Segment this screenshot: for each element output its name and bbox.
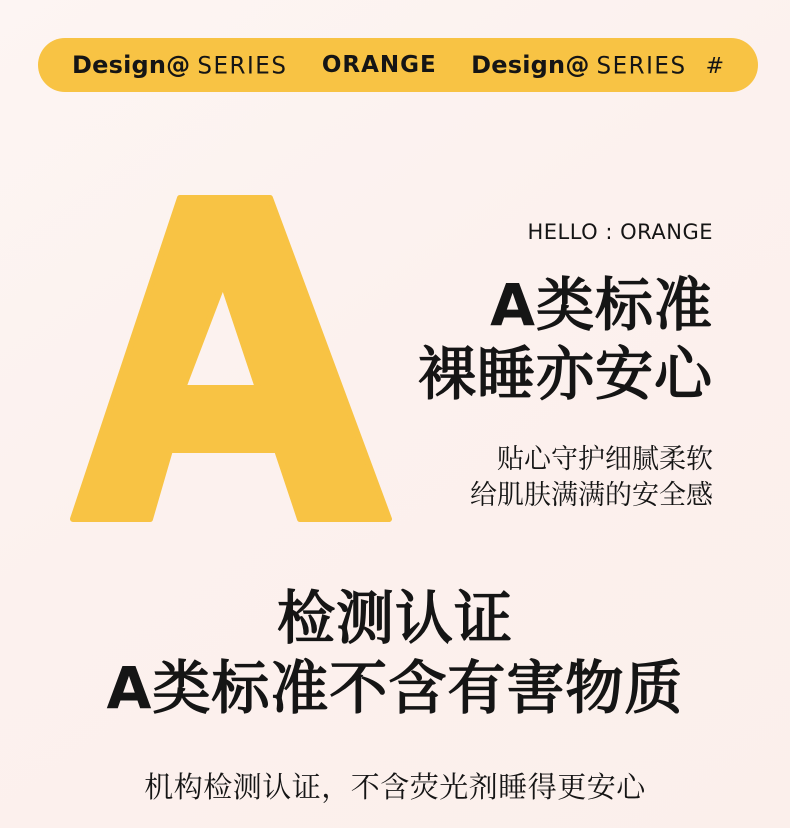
cert-title-line1: 检测认证: [276, 584, 513, 652]
brand-right-hash-label: #: [705, 54, 724, 79]
brand-right-series-label: SERIES: [596, 52, 687, 80]
brand-left-series-label: SERIES: [197, 52, 288, 80]
header-pill-bar: [38, 38, 758, 92]
hero-subtitle-line2: 给肌肤满满的安全感: [470, 480, 713, 511]
big-letter-a-graphic: [70, 195, 392, 522]
cert-title-line2: A类标准不含有害物质: [106, 654, 684, 722]
brand-right-name-label: Design@: [471, 51, 590, 79]
letter-a-shape: [73, 198, 389, 519]
hero-title-line2: 裸睡亦安心: [417, 340, 713, 408]
hero-text-block: [418, 220, 713, 514]
cert-caption: 机构检测认证，不含荧光剂睡得更安心: [144, 770, 646, 804]
hero-title-line1: A类标准: [490, 271, 713, 339]
hero-eyebrow: HELLO : ORANGE: [527, 220, 713, 244]
brand-left: [72, 51, 287, 79]
brand-left-name-label: Design@: [72, 51, 191, 79]
brand-right: [471, 51, 724, 79]
header-center-label: ORANGE: [321, 52, 437, 78]
hero-subtitle-line1: 贴心守护细腻柔软: [497, 444, 713, 475]
certification-section: [0, 583, 790, 806]
